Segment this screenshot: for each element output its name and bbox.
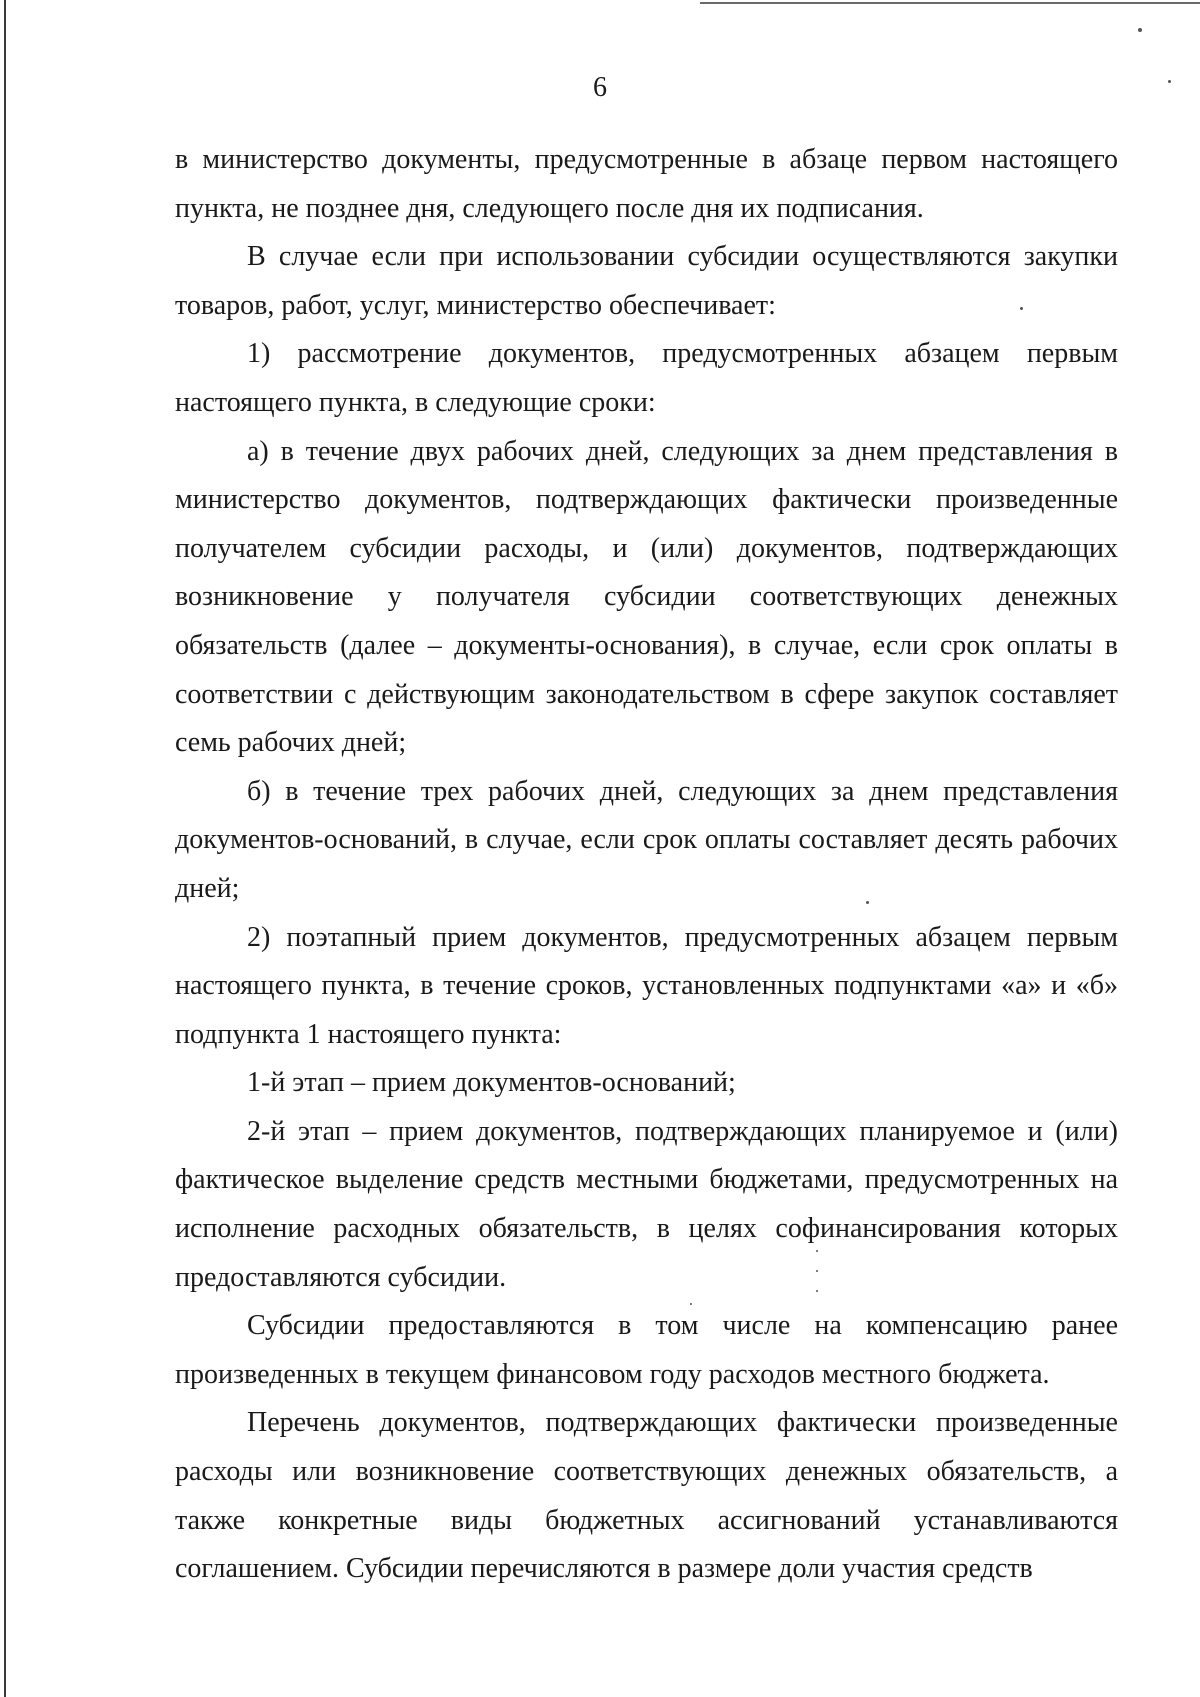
paragraph: В случае если при использовании субсидии осуществляются закупки товаров, работ, услуг, министерство обеспечивает: bbox=[175, 241, 1118, 321]
paragraph: Перечень документов, подтверждающих фактически произведенные расходы или возникновение соответствующих денежных обязательств, а также конкретные виды бюджетных ассигнований устанавливаются соглашением. Субсидии перечисляются в размере доли участия средств bbox=[175, 1407, 1118, 1585]
scan-edge-left bbox=[4, 0, 6, 1697]
paragraph-stage-2: 2-й этап – прием документов, подтверждающих планируемое и (или) фактическое выделение средств местными бюджетами, предусмотренных на исполнение расходных обязательств, в целях софинансирования которых предоставляются субсидии. bbox=[175, 1115, 1118, 1293]
paragraph-subitem-b: б) в течение трех рабочих дней, следующих за днем представления документов-оснований, в случае, если срок оплаты составляет десять рабочих дней; bbox=[175, 775, 1118, 904]
scan-speck bbox=[1138, 28, 1142, 32]
paragraph-subitem-a: а) в течение двух рабочих дней, следующих за днем представления в министерство документов, подтверждающих фактически произведенные получателем субсидии расходы, и (или) документов, подтверждающих возникновение у получателя субсидии соответствующих денежных обязательств (далее – документы-основания), в случае, если срок оплаты в соответствии с действующим законодательством в сфере закупок составляет семь рабочих дней; bbox=[175, 435, 1118, 759]
page-number: 6 bbox=[593, 72, 607, 103]
paragraph-stage-1: 1-й этап – прием документов-оснований; bbox=[247, 1067, 736, 1099]
paragraph-item-1: 1) рассмотрение документов, предусмотренных абзацем первым настоящего пункта, в следующие сроки: bbox=[175, 338, 1118, 418]
document-body bbox=[175, 136, 1118, 1594]
scan-edge-top bbox=[700, 2, 1200, 4]
paragraph-continuation: в министерство документы, предусмотренные в абзаце первом настоящего пункта, не позднее дня, следующего после дня их подписания. bbox=[175, 144, 1118, 224]
paragraph-item-2: 2) поэтапный прием документов, предусмотренных абзацем первым настоящего пункта, в течение сроков, установленных подпунктами «а» и «б» подпункта 1 настоящего пункта: bbox=[175, 921, 1118, 1050]
paragraph: Субсидии предоставляются в том числе на компенсацию ранее произведенных в текущем финансовом году расходов местного бюджета. bbox=[175, 1310, 1118, 1390]
